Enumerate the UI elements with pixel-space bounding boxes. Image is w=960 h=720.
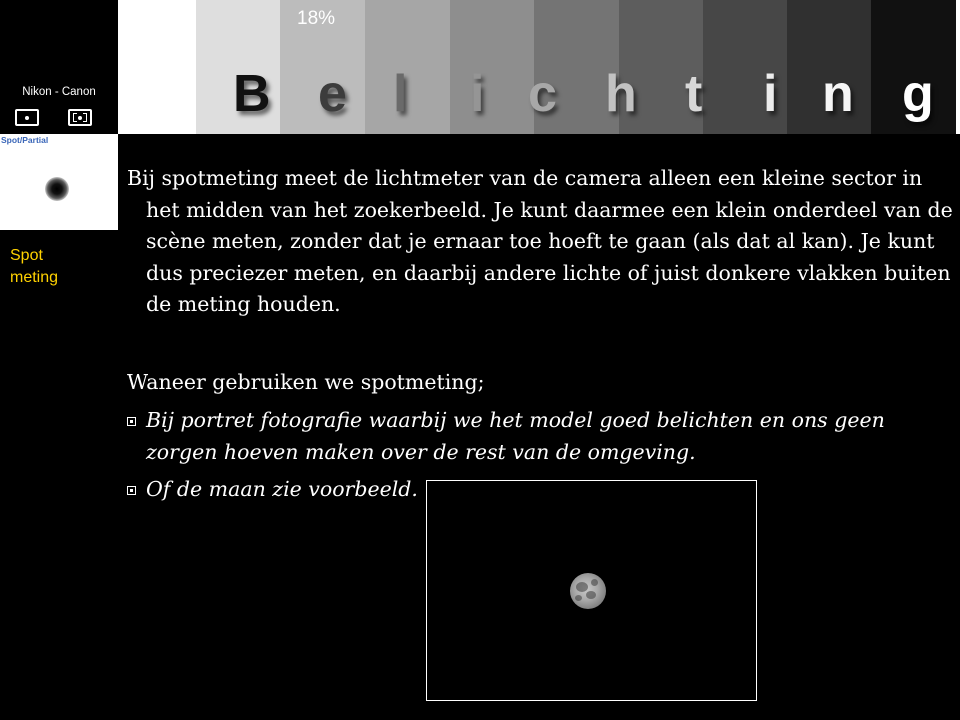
grey-step-4	[365, 0, 450, 134]
bullet-box-icon	[127, 417, 136, 426]
title-letter: e	[318, 65, 347, 123]
nikon-spot-meter-icon	[15, 109, 39, 126]
grey-step-1	[118, 0, 196, 134]
metering-mode-label-line1: Spot	[10, 247, 43, 264]
title-letter: g	[902, 65, 934, 123]
thumbnail-label: Spot/Partial	[1, 135, 49, 145]
moon-example-photo	[426, 480, 757, 701]
title-letter: i	[470, 65, 485, 123]
spot-metering-thumbnail	[0, 134, 118, 230]
list-item-text: Of de maan zie voorbeeld.	[146, 477, 418, 501]
title-letter: l	[393, 65, 408, 123]
bullet-box-icon	[127, 486, 136, 495]
intro-paragraph: Bij spotmeting meet de lichtmeter van de camera alleen een kleine sector in het midden van het zoekerbeeld. Je kunt daarmee een klein onderdeel van de scène meten, zonder dat je ernaar toe hoeft te gaan (als dat al kan). Je kunt dus preciezer meten, en daarbij andere lichte of juist donkere vlakken buiten de meting houden.	[127, 166, 953, 316]
canon-spot-meter-icon	[68, 109, 92, 126]
title-letter: B	[233, 65, 271, 123]
moon-image	[570, 573, 606, 609]
title-letter: n	[822, 65, 854, 123]
title-letter: h	[605, 65, 637, 123]
spot-area-icon	[45, 177, 69, 201]
header-banner	[0, 0, 960, 134]
grey-step-5	[450, 0, 534, 134]
list-item	[127, 405, 927, 468]
grey-card-label: 18%	[297, 8, 336, 29]
metering-mode-label-line2: meting	[10, 269, 59, 286]
metering-mode-label	[10, 245, 90, 289]
camera-brand-label: Nikon - Canon	[22, 86, 96, 98]
banner-edge	[956, 0, 960, 134]
list-item-text: Bij portret fotografie waarbij we het model goed belichten en ons geen zorgen hoeven maken over de rest van de omgeving.	[146, 408, 885, 464]
title-letter: i	[763, 65, 778, 123]
usage-heading: Waneer gebruiken we spotmeting;	[127, 370, 485, 394]
title-letter: c	[528, 65, 557, 123]
title-letter: t	[685, 65, 703, 123]
